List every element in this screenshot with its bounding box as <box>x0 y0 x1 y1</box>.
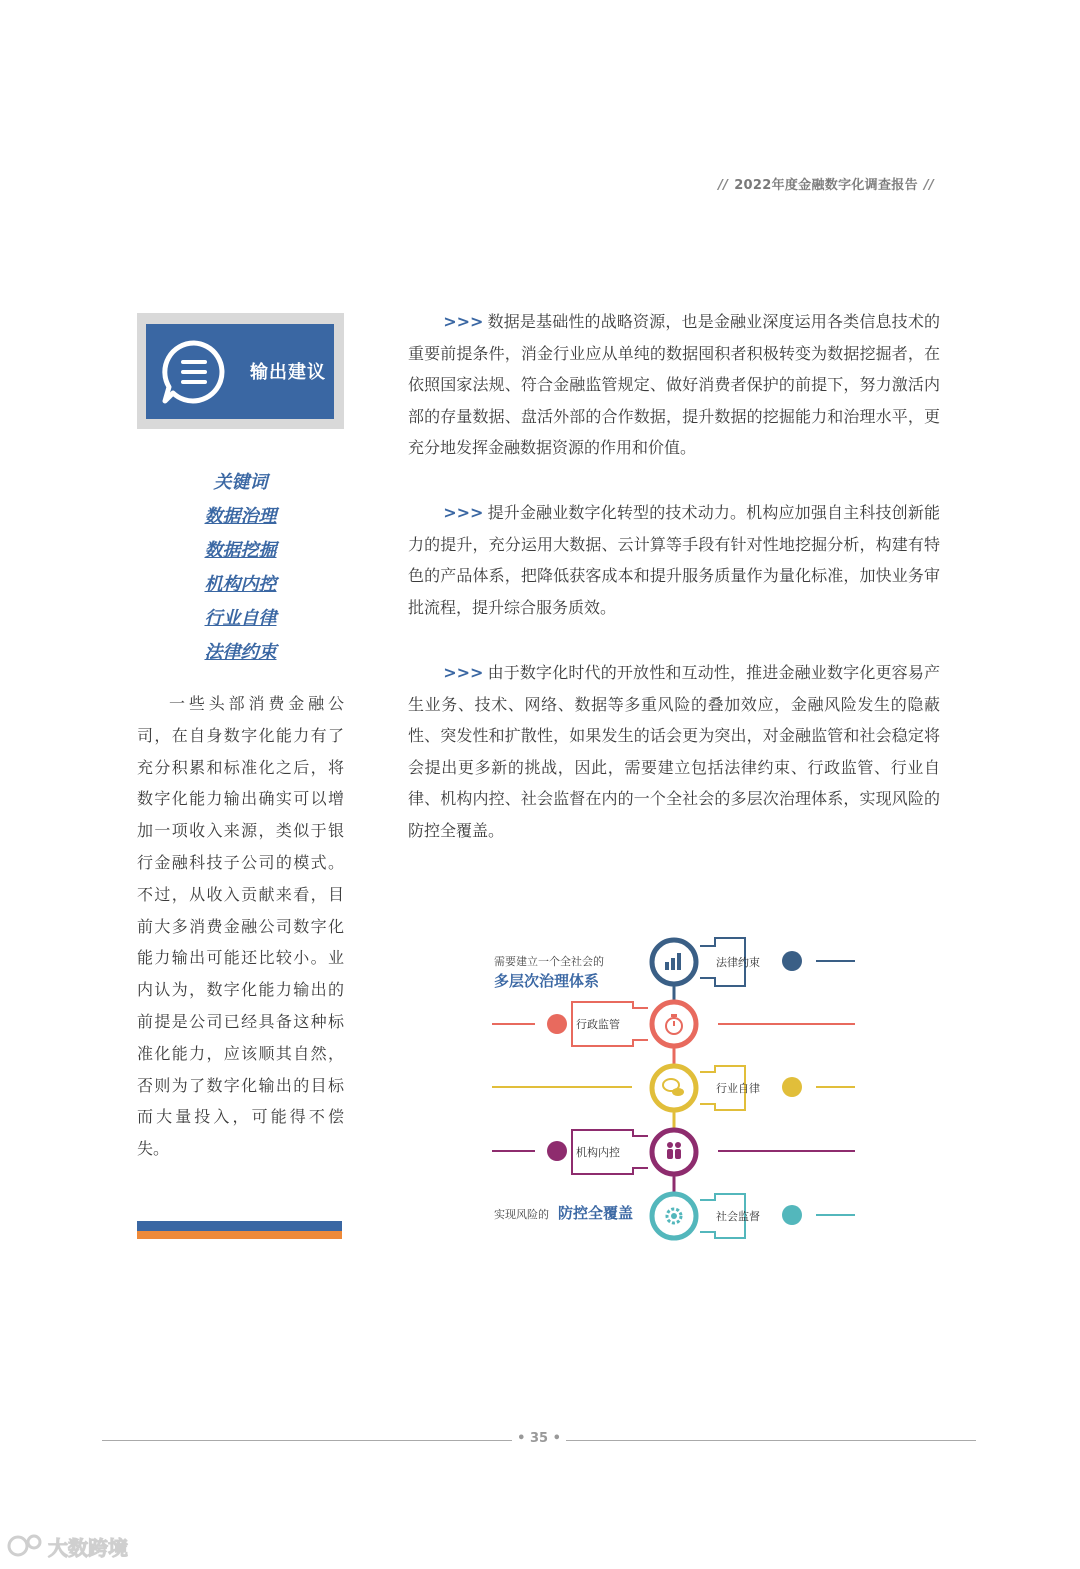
node-administrative-supervision <box>492 1002 855 1046</box>
keywords-heading: 关键词 <box>213 472 268 493</box>
node-social-supervision <box>652 1194 855 1238</box>
bottom-label-big: 防控全覆盖 <box>558 1204 634 1222</box>
node-label: 机构内控 <box>576 1146 620 1159</box>
keyword-industry-self-discipline: 行业自律 <box>204 608 277 629</box>
bottom-label-small: 实现风险的 <box>494 1208 549 1221</box>
paragraph-text: 由于数字化时代的开放性和互动性，推进金融业数字化更容易产生业务、技术、网络、数据等多重风险的叠加效应，金融风险发生的隐蔽性、突发性和扩散性，如果发生的话会更为突出，对金融监管和社会稳定将会提出更多新的挑战，因此，需要建立包括法律约束、行政监管、行业自律、机构内控、社会监督在内的一个全社会的多层次治理体系，实现风险的防控全覆盖。 <box>408 663 940 840</box>
arrow-marker: >>> <box>443 663 484 682</box>
watermark-text: 大数跨境 <box>48 1536 128 1560</box>
page-number: • 35 • <box>517 1431 561 1446</box>
node-label: 法律约束 <box>716 956 760 969</box>
keywords-list <box>137 466 344 670</box>
sidebar-paragraph: 一些头部消费金融公司，在自身数字化能力有了充分积累和标准化之后，将数字化能力输出确实可以增加一项收入来源，类似于银行金融科技子公司的模式。不过，从收入贡献来看，目前大多消费金融公司数字化能力输出可能还比较小。业内认为，数字化能力输出的前提是公司已经具备这种标准化能力，应该顺其自然，否则为了数字化输出的目标而大量投入，可能得不偿失。 <box>137 694 344 1159</box>
node-label: 行业自律 <box>716 1082 760 1095</box>
header-slash-right: // <box>923 178 934 193</box>
arrow-marker: >>> <box>443 503 484 522</box>
output-suggestion-panel <box>146 324 334 419</box>
footer-rule-right <box>566 1440 976 1441</box>
main-paragraph-3 <box>408 657 940 847</box>
arrow-marker: >>> <box>443 312 484 331</box>
paragraph-text: 数据是基础性的战略资源，也是金融业深度运用各类信息技术的重要前提条件，消金行业应从单纯的数据囤积者积极转变为数据挖掘者，在依照国家法规、符合金融监管规定、做好消费者保护的前提下，努力激活内部的存量数据、盘活外部的合作数据，提升数据的挖掘能力和治理水平，更充分地发挥金融数据资源的作用和价值。 <box>408 312 940 458</box>
keyword-legal-constraint: 法律约束 <box>204 642 277 663</box>
header-title: 2022年度金融数字化调查报告 <box>734 178 918 193</box>
watermark-logo <box>4 1530 144 1564</box>
node-internal-control <box>492 1130 855 1174</box>
decorative-bar-orange <box>137 1231 342 1239</box>
node-label: 行政监管 <box>576 1018 620 1031</box>
node-label: 社会监督 <box>716 1210 760 1223</box>
decorative-bar-blue <box>137 1221 342 1231</box>
header-slash-left: // <box>718 178 729 193</box>
node-legal-constraint <box>652 938 855 986</box>
keyword-data-governance: 数据治理 <box>204 506 277 527</box>
footer-rule-left <box>102 1440 512 1441</box>
report-header <box>712 174 940 193</box>
output-suggestion-title: 输出建议 <box>250 362 326 383</box>
chat-menu-icon <box>160 338 228 406</box>
main-paragraph-1 <box>408 306 940 464</box>
main-paragraph-2 <box>408 497 940 623</box>
node-industry-self-discipline <box>492 1066 855 1110</box>
keyword-data-mining: 数据挖掘 <box>204 540 277 561</box>
top-label-small: 需要建立一个全社会的 <box>494 955 604 968</box>
paragraph-text: 提升金融业数字化转型的技术动力。机构应加强自主科技创新能力的提升，充分运用大数据、云计算等手段有针对性地挖掘分析，构建有特色的产品体系，把降低获客成本和提升服务质量作为量化标准，加快业务审批流程，提升综合服务质效。 <box>408 503 940 617</box>
output-suggestion-box <box>137 313 344 429</box>
governance-diagram <box>490 932 860 1244</box>
top-label-big: 多层次治理体系 <box>494 972 600 990</box>
keyword-internal-control: 机构内控 <box>204 574 277 595</box>
